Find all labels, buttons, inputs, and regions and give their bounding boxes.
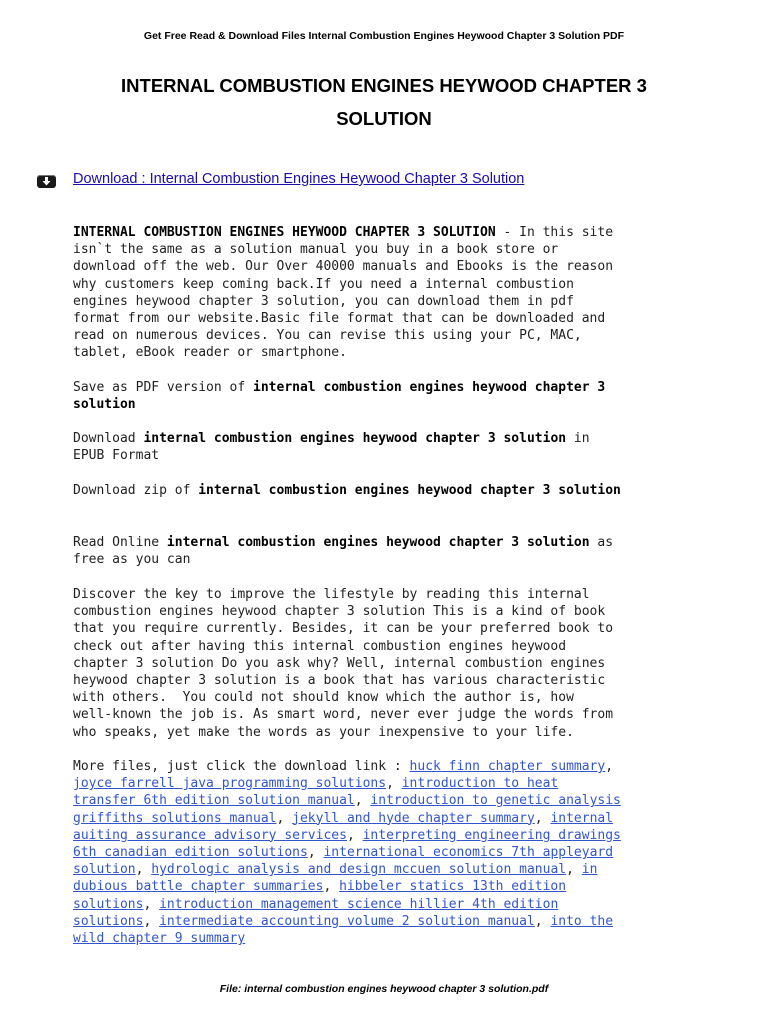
intro-line: download off the web. Our Over 40000 manuals and Ebooks is the reason bbox=[73, 259, 614, 275]
download-epub-paragraph bbox=[73, 430, 738, 464]
epub-suffix: in bbox=[566, 431, 590, 446]
link-dubious-battle[interactable]: in bbox=[581, 862, 598, 878]
intro-paragraph bbox=[73, 224, 738, 362]
discover-line: who speaks, yet make the words as your inexpensive to your life. bbox=[73, 724, 574, 740]
link-dubious-battle-cont[interactable]: dubious battle chapter summaries bbox=[73, 879, 324, 895]
link-international-economics[interactable]: international economics 7th appleyard bbox=[323, 845, 614, 861]
discover-line: chapter 3 solution Do you ask why? Well, internal combustion engines bbox=[73, 655, 606, 671]
read-online-suffix: as bbox=[589, 535, 614, 550]
link-canadian-edition[interactable]: 6th canadian edition solutions bbox=[73, 845, 308, 861]
read-online-line-2: free as you can bbox=[73, 552, 191, 568]
discover-line: heywood chapter 3 solution is a book that has various characteristic bbox=[73, 673, 606, 689]
more-files-intro: More files, just click the download link : bbox=[73, 759, 410, 774]
link-engineering-drawings[interactable]: interpreting engineering drawings bbox=[362, 827, 621, 843]
document-title-line-1: INTERNAL COMBUSTION ENGINES HEYWOOD CHAPTER 3 bbox=[121, 75, 647, 96]
save-pdf-title: internal combustion engines heywood chapter 3 bbox=[253, 380, 606, 395]
link-into-the-wild[interactable]: into the bbox=[550, 913, 614, 929]
link-auditing[interactable]: internal bbox=[550, 810, 614, 826]
link-genetic-analysis[interactable]: introduction to genetic analysis bbox=[370, 793, 621, 809]
link-international-economics-cont[interactable]: solution bbox=[73, 862, 136, 878]
download-row bbox=[37, 171, 737, 191]
link-huck-finn[interactable]: huck finn chapter summary bbox=[409, 759, 606, 774]
link-hibbeler-statics-cont[interactable]: solutions bbox=[73, 896, 144, 912]
epub-title: internal combustion engines heywood chapter 3 solution bbox=[143, 431, 567, 446]
link-auditing-cont[interactable]: auiting assurance advisory services bbox=[73, 827, 347, 843]
link-heat-transfer-cont[interactable]: transfer 6th edition solution manual bbox=[73, 793, 355, 809]
link-intermediate-accounting[interactable]: intermediate accounting volume 2 solution manual bbox=[159, 913, 535, 929]
save-pdf-title-cont: solution bbox=[73, 397, 136, 413]
document-title-line-2: SOLUTION bbox=[336, 108, 432, 129]
intro-first-line: - In this site bbox=[495, 225, 614, 240]
discover-line: combustion engines heywood chapter 3 solution This is a kind of book bbox=[73, 604, 606, 620]
page-header: Get Free Read & Download Files Internal Combustion Engines Heywood Chapter 3 Solution PDF bbox=[143, 30, 625, 42]
discover-line: Discover the key to improve the lifestyle by reading this internal bbox=[73, 587, 590, 602]
link-griffiths[interactable]: griffiths solutions manual bbox=[73, 810, 277, 826]
read-online-prefix: Read Online bbox=[73, 535, 167, 550]
link-heat-transfer[interactable]: introduction to heat bbox=[401, 776, 559, 792]
zip-title: internal combustion engines heywood chapter 3 solution bbox=[198, 483, 621, 498]
link-hibbeler-statics[interactable]: hibbeler statics 13th edition bbox=[339, 879, 567, 895]
download-icon[interactable] bbox=[37, 175, 56, 188]
intro-line: why customers keep coming back.If you need a internal combustion bbox=[73, 276, 574, 292]
link-management-science-cont[interactable]: solutions bbox=[73, 913, 144, 929]
link-jekyll-hyde[interactable]: jekyll and hyde chapter summary bbox=[292, 810, 535, 826]
discover-paragraph bbox=[73, 586, 738, 741]
discover-line: check out after having this internal combustion engines heywood bbox=[73, 638, 567, 654]
link-hydrologic-analysis[interactable]: hydrologic analysis and design mccuen solution manual bbox=[151, 862, 567, 878]
link-management-science[interactable]: introduction management science hillier 4th edition bbox=[159, 896, 559, 912]
intro-bold-title: INTERNAL COMBUSTION ENGINES HEYWOOD CHAPTER 3 SOLUTION bbox=[73, 225, 496, 240]
discover-line: that you require currently. Besides, it can be your preferred book to bbox=[73, 621, 614, 637]
save-pdf-prefix: Save as PDF version of bbox=[73, 380, 254, 395]
epub-format-text: EPUB Format bbox=[73, 448, 160, 464]
epub-prefix: Download bbox=[73, 431, 144, 446]
link-into-the-wild-cont[interactable]: wild chapter 9 summary bbox=[73, 931, 246, 947]
intro-line: isn`t the same as a solution manual you buy in a book store or bbox=[73, 242, 559, 258]
read-online-paragraph bbox=[73, 534, 738, 568]
read-online-title: internal combustion engines heywood chapter 3 solution bbox=[166, 535, 590, 550]
download-zip-paragraph bbox=[73, 482, 738, 499]
more-files-paragraph: More files, just click the download link : huck finn chapter summary, joyce farrell java programming solutions, introduction to heat transfer 6th edition solution manual, introduction to genetic analysis griffiths solutions manual, jekyll and hyde chapter summary, internal auiting assurance advisory services, interpreting engineering drawings 6th canadian edition solutions, international economics 7th appleyard solution, hydrologic analysis and design mccuen solution manual, in dubious battle chapter summaries, hibbeler statics 13th edition solutions, introduction management science hillier 4th edition solutions, intermediate accounting volume 2 solution manual, into the wild chapter 9 summary bbox=[73, 759, 621, 947]
intro-line: engines heywood chapter 3 solution, you can download them in pdf bbox=[73, 293, 574, 309]
save-pdf-paragraph bbox=[73, 379, 738, 413]
zip-prefix: Download zip of bbox=[73, 483, 199, 498]
link-joyce-farrell[interactable]: joyce farrell java programming solutions bbox=[73, 776, 387, 792]
page-footer: File: internal combustion engines heywood chapter 3 solution.pdf bbox=[219, 983, 549, 995]
intro-line: format from our website.Basic file format that can be downloaded and bbox=[73, 311, 606, 327]
download-link[interactable]: Download : Internal Combustion Engines Heywood Chapter 3 Solution bbox=[73, 171, 525, 187]
discover-line: with others. You could not should know which the author is, how bbox=[73, 690, 574, 706]
discover-line: well-known the job is. As smart word, never ever judge the words from bbox=[73, 707, 614, 723]
intro-line: tablet, eBook reader or smartphone. bbox=[73, 345, 347, 361]
intro-line: read on numerous devices. You can revise this using your PC, MAC, bbox=[73, 328, 582, 344]
